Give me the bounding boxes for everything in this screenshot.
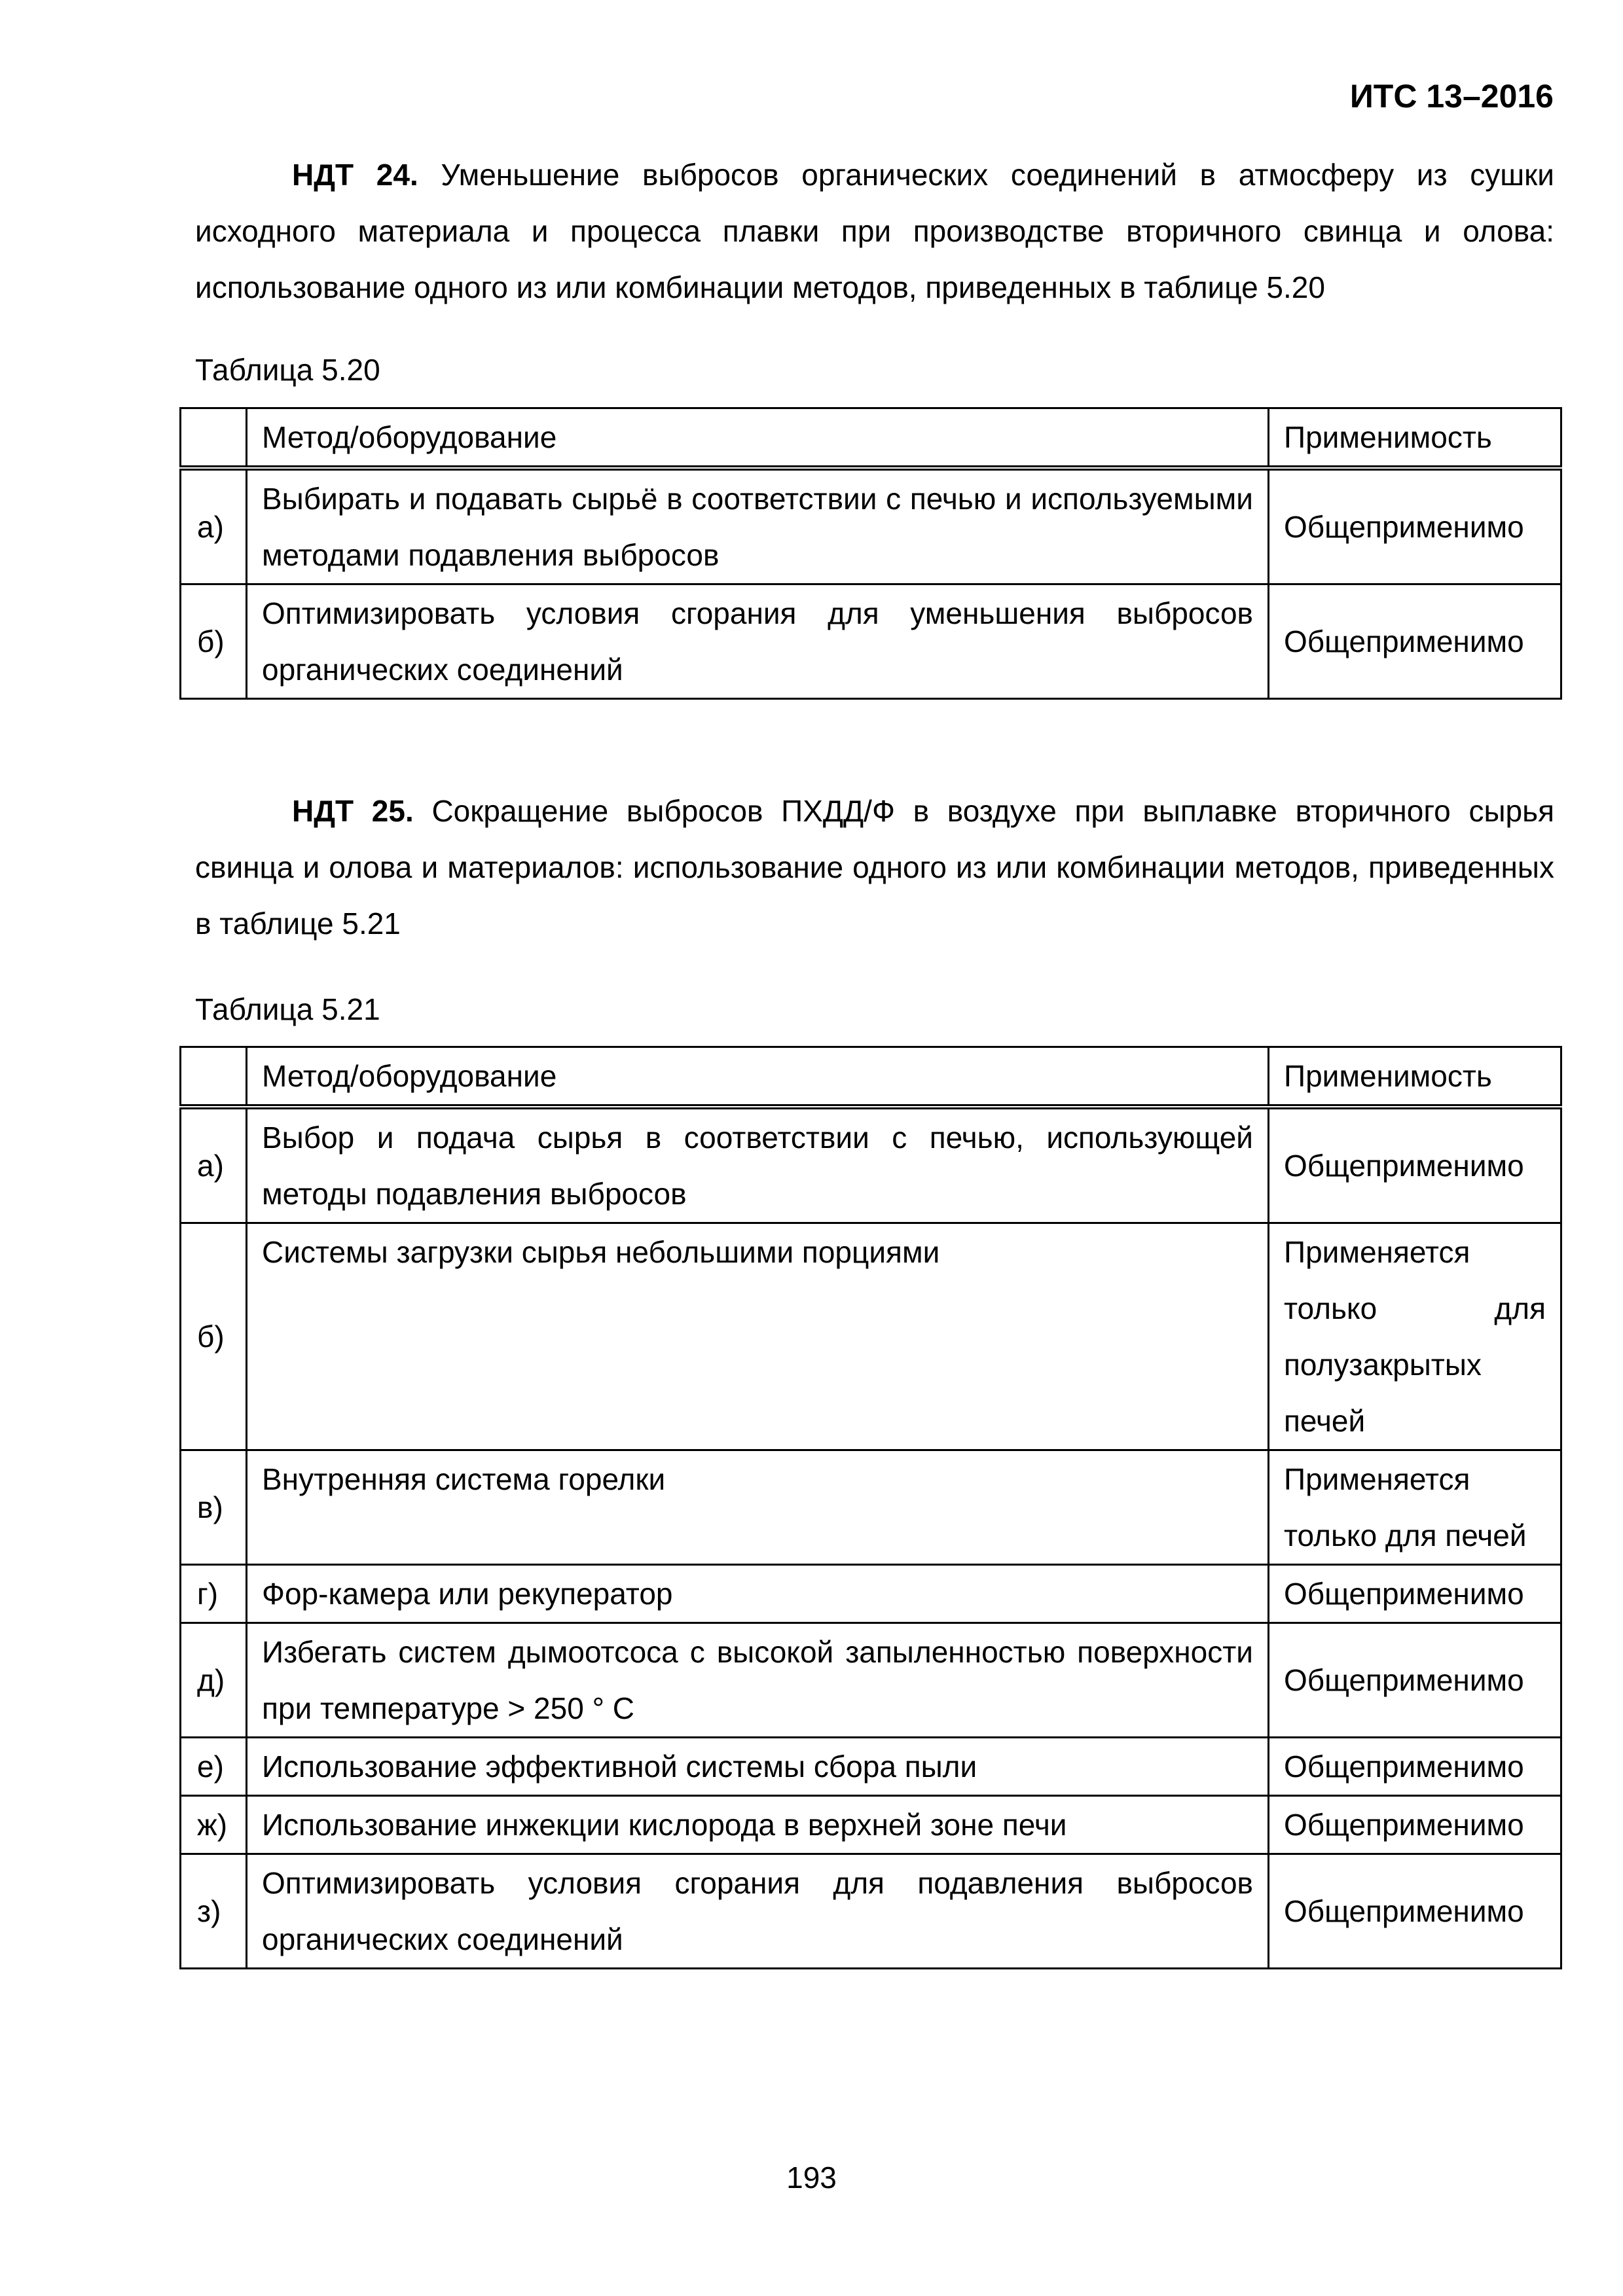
- row-num: г): [181, 1565, 247, 1623]
- row-method: Оптимизировать условия сгорания для уменьшения выбросов органических соединений: [247, 584, 1269, 699]
- row-method: Оптимизировать условия сгорания для подавления выбросов органических соединений: [247, 1854, 1269, 1969]
- row-method: Избегать систем дымоотсоса с высокой запыленностью поверхности при температуре > 250 ° С: [247, 1623, 1269, 1738]
- row-method: Выбирать и подавать сырьё в соответствии с печью и используемыми методами подавления выбросов: [247, 468, 1269, 584]
- row-num: д): [181, 1623, 247, 1738]
- header-num-cell: [181, 1047, 247, 1107]
- table-row: [181, 1623, 1561, 1738]
- row-applicability: Применяется только для полузакрытых печей: [1269, 1223, 1561, 1450]
- row-applicability: Общеприменимо: [1269, 1623, 1561, 1738]
- row-method: Выбор и подача сырья в соответствии с печью, использующей методы подавления выбросов: [247, 1107, 1269, 1223]
- row-num: в): [181, 1450, 247, 1565]
- row-applicability: Общеприменимо: [1269, 468, 1561, 584]
- table-row: [181, 1854, 1561, 1969]
- table-header-row: [181, 1047, 1561, 1107]
- table-row: [181, 1223, 1561, 1450]
- ndt24-label: НДТ 24.: [292, 158, 418, 192]
- header-num-cell: [181, 408, 247, 469]
- row-method: Использование эффективной системы сбора пыли: [247, 1738, 1269, 1796]
- row-applicability: Общеприменимо: [1269, 1796, 1561, 1854]
- table-row: [181, 1796, 1561, 1854]
- table-5-21: [179, 1046, 1562, 1969]
- table-row: [181, 1107, 1561, 1223]
- row-num: е): [181, 1738, 247, 1796]
- table-5-21-caption: Таблица 5.21: [195, 992, 380, 1026]
- row-num: а): [181, 1107, 247, 1223]
- header-applicability: Применимость: [1269, 408, 1561, 469]
- ndt24-text: Уменьшение выбросов органических соединений в атмосферу из сушки исходного материала и процесса плавки при производстве вторичного свинца и олова: использование одного из или комбинации методов, приведенных в таблице 5.20: [195, 158, 1554, 304]
- row-method: Системы загрузки сырья небольшими порциями: [247, 1223, 1269, 1450]
- row-applicability: Общеприменимо: [1269, 1854, 1561, 1969]
- header-method: Метод/оборудование: [247, 1047, 1269, 1107]
- ndt25-paragraph: [195, 783, 1554, 952]
- header-method: Метод/оборудование: [247, 408, 1269, 469]
- header-applicability: Применимость: [1269, 1047, 1561, 1107]
- row-num: з): [181, 1854, 247, 1969]
- row-applicability: Общеприменимо: [1269, 1107, 1561, 1223]
- row-num: ж): [181, 1796, 247, 1854]
- table-header-row: [181, 408, 1561, 469]
- row-applicability: Общеприменимо: [1269, 1738, 1561, 1796]
- ndt25-text: Сокращение выбросов ПХДД/Ф в воздухе при выплавке вторичного сырья свинца и олова и материалов: использование одного из или комбинации методов, приведенных в таблице 5.21: [195, 794, 1554, 941]
- row-method: Использование инжекции кислорода в верхней зоне печи: [247, 1796, 1269, 1854]
- page-number: 193: [786, 2161, 837, 2195]
- row-num: б): [181, 584, 247, 699]
- table-5-20-caption: Таблица 5.20: [195, 353, 380, 387]
- row-applicability: Общеприменимо: [1269, 584, 1561, 699]
- table-row: [181, 468, 1561, 584]
- row-num: а): [181, 468, 247, 584]
- row-applicability: Общеприменимо: [1269, 1565, 1561, 1623]
- row-method: Фор-камера или рекуператор: [247, 1565, 1269, 1623]
- document-id: ИТС 13–2016: [1349, 78, 1554, 115]
- table-row: [181, 1450, 1561, 1565]
- table-row: [181, 1738, 1561, 1796]
- row-method: Внутренняя система горелки: [247, 1450, 1269, 1565]
- row-applicability: Применяется только для печей: [1269, 1450, 1561, 1565]
- table-row: [181, 584, 1561, 699]
- table-5-20: [179, 407, 1562, 700]
- ndt24-paragraph: [195, 147, 1554, 315]
- ndt25-label: НДТ 25.: [292, 794, 414, 828]
- table-row: [181, 1565, 1561, 1623]
- row-num: б): [181, 1223, 247, 1450]
